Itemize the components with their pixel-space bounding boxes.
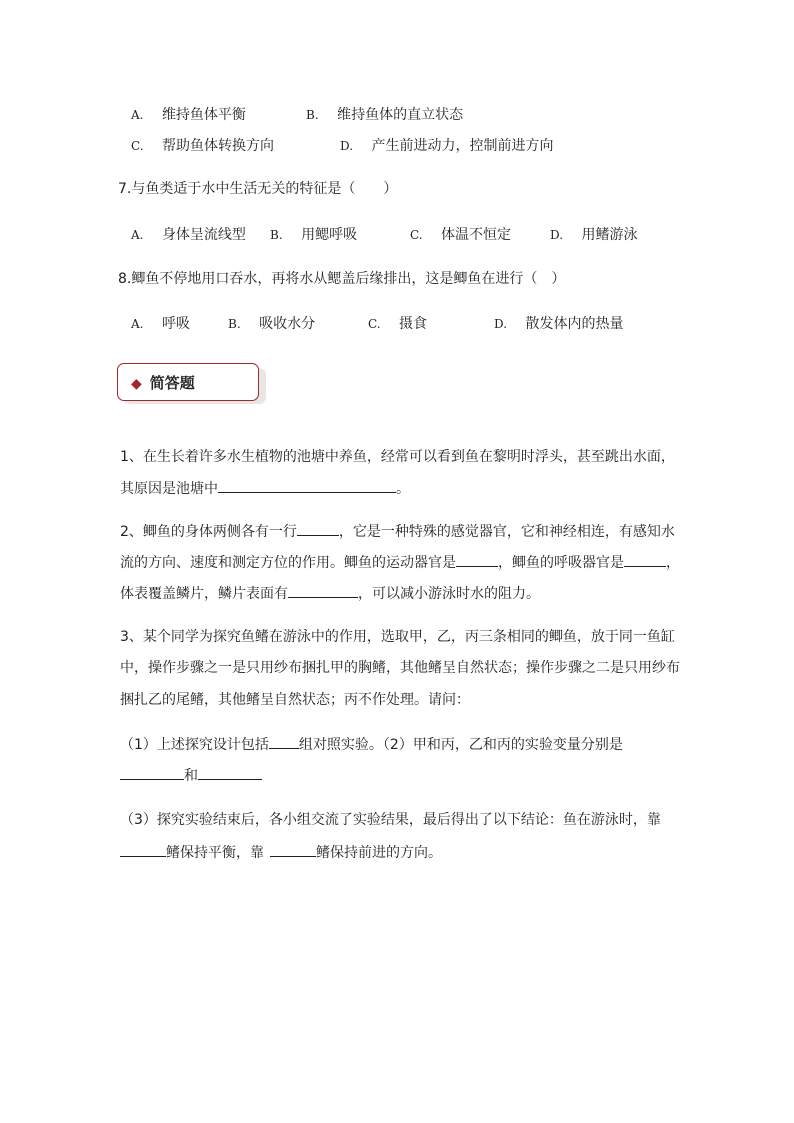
- q6-option-b: [306, 104, 463, 124]
- option-text: 呼吸: [161, 316, 190, 332]
- q7-option-b: [270, 224, 357, 244]
- option-letter: A.: [131, 228, 144, 242]
- answer-blank[interactable]: [624, 552, 666, 567]
- answer-blank[interactable]: [120, 842, 166, 857]
- sa2-text: ，: [666, 555, 680, 571]
- option-letter: C.: [410, 228, 423, 242]
- option-letter: B.: [228, 317, 241, 331]
- option-text: 用鳃呼吸: [301, 227, 358, 243]
- section-header: [131, 372, 195, 393]
- answer-blank[interactable]: [120, 765, 184, 780]
- sa2-text: ，可以减小游泳时水的阻力。: [358, 586, 540, 602]
- sa1-line1: 1、在生长着许多水生植物的池塘中养鱼，经常可以看到鱼在黎明时浮头，甚至跳出水面，: [120, 449, 675, 465]
- sa3-sub3-line1: （3）探究实验结束后，各小组交流了实验结果，最后得出了以下结论：鱼在游泳时，靠: [120, 812, 661, 828]
- sa3-sub1-line2: [120, 765, 262, 786]
- option-letter: D.: [340, 139, 354, 153]
- q6-option-c: [131, 135, 274, 155]
- sa2-text: 2、鲫鱼的身体两侧各有一行: [120, 524, 297, 540]
- sa3-line1: 3、某个同学为探究鱼鳍在游泳中的作用，选取甲，乙，丙三条相同的鲫鱼，放于同一鱼缸: [120, 629, 675, 645]
- option-text: 散发体内的热量: [525, 316, 624, 332]
- option-letter: B.: [306, 108, 319, 122]
- option-text: 摄食: [399, 316, 428, 332]
- q7-option-a: [131, 224, 246, 244]
- q8-option-a: [131, 313, 190, 333]
- q7-option-d: [550, 224, 637, 244]
- q8-option-d: [494, 313, 623, 333]
- sa2-text: 体表覆盖鳞片，鳞片表面有: [120, 586, 288, 602]
- q8-option-c: [368, 313, 427, 333]
- answer-blank[interactable]: [456, 552, 498, 567]
- answer-blank[interactable]: [270, 842, 316, 857]
- sa3-text: 鳍保持平衡，靠: [166, 845, 264, 861]
- answer-blank[interactable]: [269, 734, 299, 749]
- sa3-line2: 中，操作步骤之一是只用纱布捆扎甲的胸鳍，其他鳍呈自然状态；操作步骤之二是只用纱布: [120, 660, 680, 676]
- sa2-line1: [120, 521, 675, 542]
- option-letter: C.: [368, 317, 381, 331]
- option-text: 帮助鱼体转换方向: [162, 138, 275, 154]
- q8-option-b: [228, 313, 315, 333]
- sa1-line2: [120, 478, 410, 499]
- sa3-text: （1）上述探究设计包括: [120, 737, 269, 753]
- sa2-line2: [120, 552, 680, 573]
- option-letter: C.: [131, 139, 144, 153]
- question-8-stem: 8.鲫鱼不停地用口吞水，再将水从鳃盖后缘排出，这是鲫鱼在进行（ ）: [118, 271, 566, 287]
- option-text: 维持鱼体的直立状态: [337, 107, 464, 123]
- sa1-text-end: 。: [396, 481, 410, 497]
- sa2-text: ，鲫鱼的呼吸器官是: [498, 555, 624, 571]
- sa2-line3: [120, 583, 540, 604]
- q6-option-a: [131, 104, 246, 124]
- option-text: 吸收水分: [259, 316, 316, 332]
- option-text: 维持鱼体平衡: [161, 107, 246, 123]
- sa3-text: 组对照实验。（2）甲和丙，乙和丙的实验变量分别是: [298, 737, 623, 753]
- option-letter: A.: [131, 108, 144, 122]
- sa3-line3: 捆扎乙的尾鳍，其他鳍呈自然状态；丙不作处理。请问：: [120, 692, 470, 708]
- sa1-text: 其原因是池塘中: [120, 481, 218, 497]
- answer-blank[interactable]: [297, 521, 339, 536]
- option-letter: D.: [550, 228, 564, 242]
- sa2-text: ，它是一种特殊的感觉器官，它和神经相连，有感知水: [338, 524, 675, 540]
- sa2-text: 流的方向、速度和测定方位的作用。鲫鱼的运动器官是: [120, 555, 456, 571]
- option-text: 身体呈流线型: [161, 227, 246, 243]
- section-title: 简答题: [149, 374, 195, 392]
- q6-option-d: [340, 135, 553, 155]
- answer-blank[interactable]: [198, 765, 262, 780]
- answer-blank[interactable]: [288, 583, 358, 598]
- sa3-text: 和: [184, 768, 198, 784]
- option-text: 体温不恒定: [441, 227, 512, 243]
- diamond-icon: ◆: [131, 376, 142, 392]
- option-text: 用鳍游泳: [581, 227, 638, 243]
- question-7-stem: 7.与鱼类适于水中生活无关的特征是（ ）: [118, 181, 398, 197]
- q7-option-c: [410, 224, 511, 244]
- sa3-sub1: [120, 734, 623, 755]
- option-letter: A.: [131, 317, 144, 331]
- option-letter: B.: [270, 228, 283, 242]
- option-text: 产生前进动力，控制前进方向: [371, 138, 554, 154]
- answer-blank[interactable]: [218, 478, 396, 493]
- sa3-text: 鳍保持前进的方向。: [316, 845, 442, 861]
- option-letter: D.: [494, 317, 508, 331]
- sa3-sub3-line2: [120, 842, 442, 863]
